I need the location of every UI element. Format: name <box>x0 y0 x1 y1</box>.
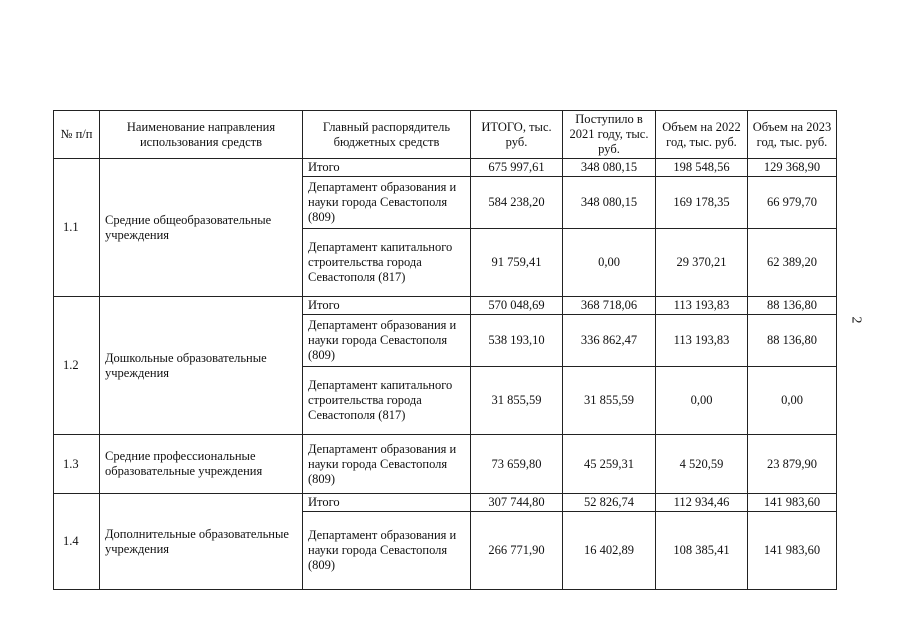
total-cell: 584 238,20 <box>471 177 563 229</box>
manager-cell: Департамент образования и науки города Севастополя (809) <box>303 435 471 494</box>
header-received: Поступило в 2021 году, тыс. руб. <box>563 111 656 159</box>
row-number: 1.1 <box>54 159 100 297</box>
y2023-cell: 141 983,60 <box>748 494 837 512</box>
direction-name: Дополнительные образовательные учреждения <box>100 494 303 590</box>
y2023-cell: 66 979,70 <box>748 177 837 229</box>
y2023-cell: 23 879,90 <box>748 435 837 494</box>
y2022-cell: 112 934,46 <box>656 494 748 512</box>
received-cell: 336 862,47 <box>563 315 656 367</box>
y2023-cell: 0,00 <box>748 367 837 435</box>
manager-cell: Департамент капитального строительства города Севастополя (817) <box>303 367 471 435</box>
received-cell: 0,00 <box>563 229 656 297</box>
received-cell: 52 826,74 <box>563 494 656 512</box>
y2023-cell: 141 983,60 <box>748 512 837 590</box>
manager-cell: Итого <box>303 159 471 177</box>
row-number: 1.2 <box>54 297 100 435</box>
header-total: ИТОГО, тыс. руб. <box>471 111 563 159</box>
table-row <box>54 159 837 177</box>
direction-name: Средние общеобразовательные учреждения <box>100 159 303 297</box>
received-cell: 348 080,15 <box>563 177 656 229</box>
direction-name: Средние профессиональные образовательные учреждения <box>100 435 303 494</box>
total-cell: 91 759,41 <box>471 229 563 297</box>
y2022-cell: 113 193,83 <box>656 315 748 367</box>
manager-cell: Департамент образования и науки города Севастополя (809) <box>303 315 471 367</box>
y2022-cell: 108 385,41 <box>656 512 748 590</box>
y2022-cell: 113 193,83 <box>656 297 748 315</box>
manager-cell: Департамент капитального строительства города Севастополя (817) <box>303 229 471 297</box>
row-number: 1.4 <box>54 494 100 590</box>
y2022-cell: 169 178,35 <box>656 177 748 229</box>
header-row <box>54 111 837 159</box>
table-row <box>54 494 837 512</box>
total-cell: 307 744,80 <box>471 494 563 512</box>
y2023-cell: 88 136,80 <box>748 297 837 315</box>
direction-name: Дошкольные образовательные учреждения <box>100 297 303 435</box>
table-row <box>54 435 837 494</box>
received-cell: 348 080,15 <box>563 159 656 177</box>
header-2022: Объем на 2022 год, тыс. руб. <box>656 111 748 159</box>
header-2023: Объем на 2023 год, тыс. руб. <box>748 111 837 159</box>
y2023-cell: 62 389,20 <box>748 229 837 297</box>
header-manager: Главный распорядитель бюджетных средств <box>303 111 471 159</box>
manager-cell: Департамент образования и науки города Севастополя (809) <box>303 512 471 590</box>
table-row <box>54 297 837 315</box>
manager-cell: Департамент образования и науки города Севастополя (809) <box>303 177 471 229</box>
total-cell: 538 193,10 <box>471 315 563 367</box>
y2023-cell: 88 136,80 <box>748 315 837 367</box>
y2022-cell: 4 520,59 <box>656 435 748 494</box>
total-cell: 73 659,80 <box>471 435 563 494</box>
manager-cell: Итого <box>303 494 471 512</box>
y2023-cell: 129 368,90 <box>748 159 837 177</box>
row-number: 1.3 <box>54 435 100 494</box>
total-cell: 266 771,90 <box>471 512 563 590</box>
y2022-cell: 0,00 <box>656 367 748 435</box>
received-cell: 16 402,89 <box>563 512 656 590</box>
received-cell: 368 718,06 <box>563 297 656 315</box>
y2022-cell: 29 370,21 <box>656 229 748 297</box>
received-cell: 31 855,59 <box>563 367 656 435</box>
total-cell: 675 997,61 <box>471 159 563 177</box>
received-cell: 45 259,31 <box>563 435 656 494</box>
y2022-cell: 198 548,56 <box>656 159 748 177</box>
manager-cell: Итого <box>303 297 471 315</box>
page-number: 2 <box>848 316 864 324</box>
total-cell: 570 048,69 <box>471 297 563 315</box>
total-cell: 31 855,59 <box>471 367 563 435</box>
header-direction: Наименование направления использования средств <box>100 111 303 159</box>
budget-table <box>53 110 837 590</box>
header-num: № п/п <box>54 111 100 159</box>
